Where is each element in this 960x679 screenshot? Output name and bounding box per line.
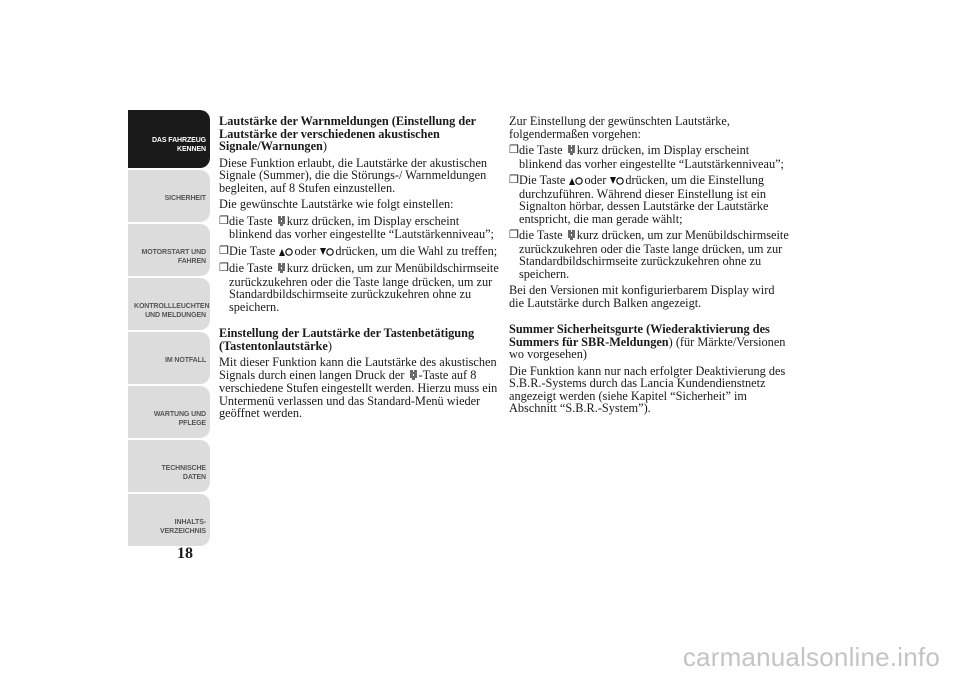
tab-sicherheit[interactable]: SICHERHEIT — [128, 170, 210, 222]
checkbox-bullet-icon: ❒ — [509, 174, 519, 186]
tab-technische-daten[interactable]: TECHNISCHE DATEN — [128, 440, 210, 492]
tab-kontrollleuchten[interactable]: KONTROLLLEUCHTEN UND MELDUNGEN — [128, 278, 210, 330]
watermark: carmanualsonline.info — [682, 642, 940, 672]
list-item: ❒ die Taste kurz drücken, im Display erscheint blinkend das vorher eingestellte “Lautstärkenniveau”; — [509, 143, 784, 171]
heading-summer-sicherheitsgurte: Summer Sicherheitsgurte (Wiederaktivierung des Summers für SBR-Meldungen) (für Märkte/Versionen wo vorgesehen) — [509, 322, 786, 361]
paragraph: Mit dieser Funktion kann die Lautstärke des akustischen Signals durch einen langen Druck der -Taste auf 8 verschiedene Stufen eingestellt werden. Hierzu muss ein Untermenü verlassen und das Standard-Menü wieder geöffnet werden. — [219, 355, 498, 420]
list-item: ❒ die Taste kurz drücken, um zur Menübildschirmseite zurückzukehren oder die Taste lange drücken, um zur Standardbildschirmseite zurückzukehren ohne zu speichern. — [509, 228, 789, 281]
chapter-sidebar — [128, 110, 210, 548]
checkbox-bullet-icon: ❒ — [509, 144, 519, 156]
list-item: ❒ Die Taste oder drücken, um die Einstellung durchzuführen. Während dieser Einstellung ist ein Signalton hörbar, dessen Lautstärke der Lautstärke entspricht, die man gerade wählt; — [509, 173, 769, 226]
paragraph: Bei den Versionen mit konfigurierbarem Display wird die Lautstärke durch Balken angezeigt. — [509, 283, 775, 310]
heading-tastenton: Einstellung der Lautstärke der Tastenbetätigung (Tastentonlautstärke) — [219, 326, 475, 353]
paragraph: Diese Funktion erlaubt, die Lautstärke der akustischen Signale (Summer), die die Störungs-/ Warnmeldungen begleiten, auf 8 Stufen einzustellen. — [219, 155, 488, 195]
volume-down-icon — [320, 246, 334, 259]
tab-das-fahrzeug-kennen[interactable]: DAS FAHRZEUG KENNEN — [128, 110, 210, 168]
paragraph: Die gewünschte Lautstärke wie folgt einstellen: — [219, 197, 454, 211]
tab-wartung[interactable]: WARTUNG UND PFLEGE — [128, 386, 210, 438]
heading-warnmeldungen: Lautstärke der Warnmeldungen (Einstellung der Lautstärke der verschiedenen akustischen Signale/Warnungen) — [219, 114, 476, 153]
checkbox-bullet-icon: ❒ — [219, 214, 229, 227]
list-item: ❒ Die Taste oder drücken, um die Wahl zu treffen; — [219, 243, 498, 258]
paragraph: Die Funktion kann nur nach erfolgter Deaktivierung des S.B.R.-Systems durch das Lancia Kundendienstnetz angezeigt werden (siehe Kapitel “Sicherheit” im Abschnitt “S.B.R.-System”). — [509, 363, 786, 415]
checkbox-bullet-icon: ❒ — [219, 262, 229, 274]
left-column — [219, 115, 499, 424]
tab-motorstart[interactable]: MOTORSTART UND FAHREN — [128, 224, 210, 276]
tab-inhaltsverzeichnis[interactable]: INHALTS- VERZEICHNIS — [128, 494, 210, 546]
checkbox-bullet-icon: ❒ — [219, 244, 229, 257]
paragraph: Zur Einstellung der gewünschten Lautstärke, folgendermaßen vorgehen: — [509, 114, 730, 141]
list-item: ❒ die Taste kurz drücken, um zur Menübildschirmseite zurückzukehren oder die Taste lange drücken, um zur Standardbildschirmseite zurückzukehren ohne zu speichern. — [219, 261, 499, 314]
volume-up-icon — [279, 246, 293, 259]
tab-im-notfall[interactable]: IM NOTFALL — [128, 332, 210, 384]
page-number: 18 — [177, 545, 193, 562]
right-column — [509, 115, 789, 419]
list-item: ❒ die Taste kurz drücken, im Display erscheint blinkend das vorher eingestellte “Lautstärkenniveau”; — [219, 213, 494, 241]
checkbox-bullet-icon: ❒ — [509, 229, 519, 241]
